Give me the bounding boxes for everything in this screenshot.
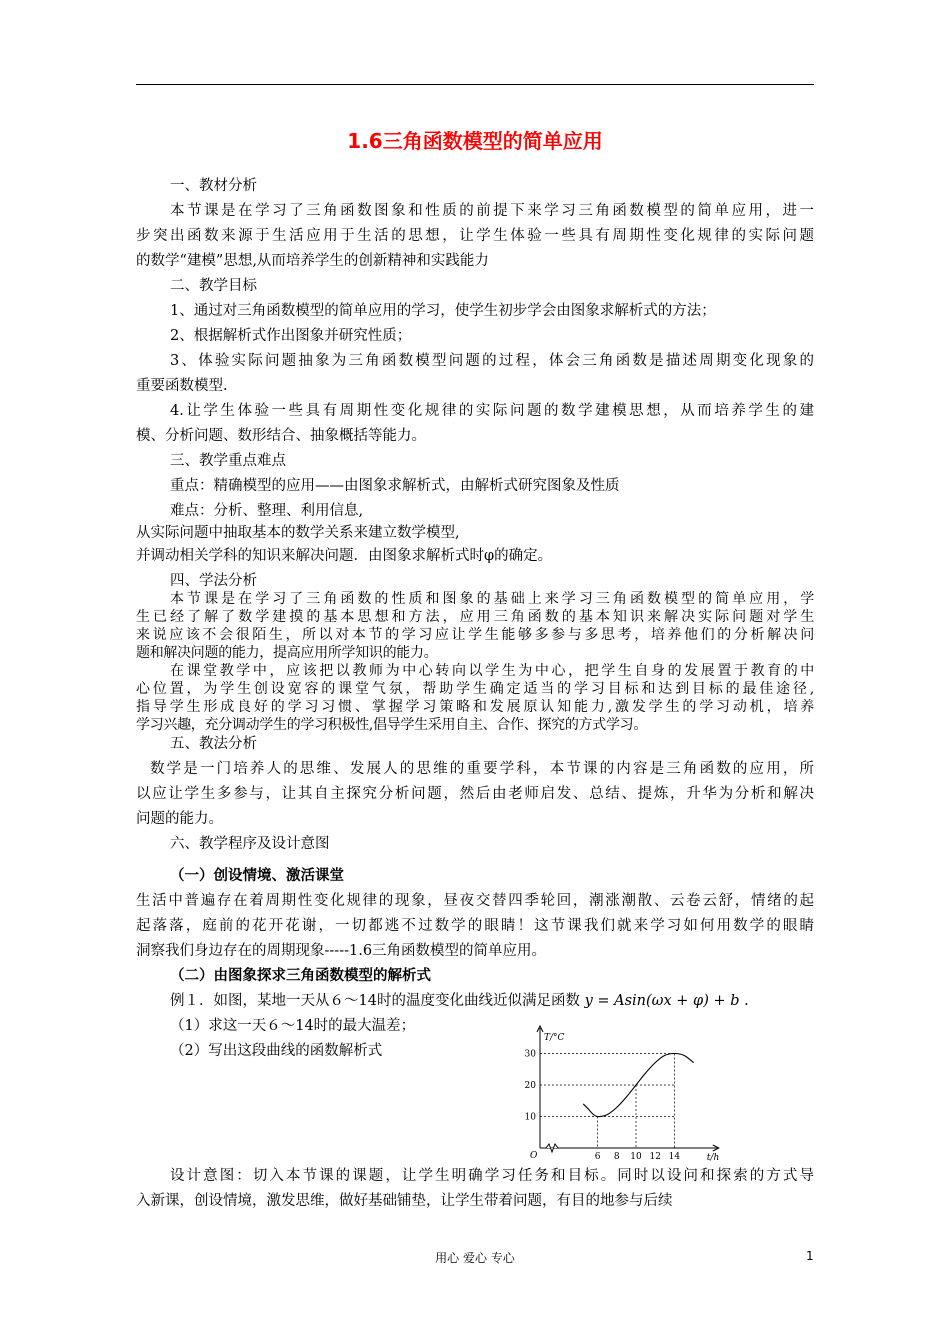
paragraph-line: 问题的能力。 <box>136 811 223 827</box>
paragraph-line: 题和解决问题的能力，提高应用所学知识的能力。 <box>136 645 438 661</box>
y-tick-label: 30 <box>524 1049 536 1060</box>
heading-textbook-analysis: 一、教材分析 <box>170 178 257 194</box>
x-tick-label: 6 <box>594 1152 601 1162</box>
paragraph-line: 的数学“建模”思想,从而培养学生的创新精神和实践能力 <box>136 253 489 269</box>
heading-teaching-goals: 二、教学目标 <box>170 278 257 294</box>
y-tick-label: 10 <box>524 1112 536 1123</box>
page-number: 1 <box>806 1249 814 1263</box>
paragraph-line: 入新课，创设情境，激发思维，做好基础铺垫，让学生带着问题，有目的地参与后续 <box>136 1193 673 1209</box>
x-tick-label: 14 <box>668 1152 681 1162</box>
paragraph-line: 步突出函数来源于生活应用于生活的思想，让学生体验一些具有周期性变化规律的实际问题 <box>136 228 814 244</box>
heading-teaching-procedure: 六、教学程序及设计意图 <box>170 836 330 852</box>
footer-motto: 用心 爱心 专心 <box>435 1251 515 1265</box>
y-tick-label: 20 <box>524 1081 536 1091</box>
paragraph-line: 学习兴趣，充分调动学生的学习积极性,倡导学生采用自主、合作、探究的方式学习。 <box>136 717 648 733</box>
header-rule <box>136 84 814 85</box>
page-title: 1.6三角函数模型的简单应用 <box>347 129 603 153</box>
example-text: 例１．如图，某地一天从６～14时的温度变化曲线近似满足函数 <box>170 993 580 1009</box>
y-axis-label: T/°C <box>544 1033 565 1043</box>
question-1: （1）求这一天６～14时的最大温差； <box>170 1018 416 1034</box>
paragraph-line: 重要函数模型. <box>136 378 228 394</box>
paragraph-line: 设计意图：切入本节课的课题，让学生明确学习任务和目标。同时以设问和探索的方式导 <box>170 1168 814 1184</box>
paragraph-line: 数学是一门培养人的思维、发展人的思维的重要学科，本节课的内容是三角函数的应用，所 <box>150 761 814 777</box>
paragraph-line: 3、体验实际问题抽象为三角函数模型问题的过程，体会三角函数是描述周期变化现象的 <box>170 353 814 369</box>
heading-key-points: 三、教学重点难点 <box>170 453 286 469</box>
formula: y = Asin(ωx + φ) + b . <box>584 993 749 1009</box>
paragraph-line: 4.让学生体验一些具有周期性变化规律的实际问题的数学建模思想，从而培养学生的建 <box>170 403 814 419</box>
heading-teaching-method: 五、教法分析 <box>170 736 257 752</box>
paragraph-line: 本节课是在学习了三角函数图象和性质的前提下来学习三角函数模型的简单应用，进一 <box>170 203 814 219</box>
paragraph-line: 生已经了解了数学建摸的基本思想和方法，应用三角函数的基本知识来解决实际问题对学生 <box>136 609 814 625</box>
paragraph-line: 以应让学生多参与，让其自主探究分析问题，然后由老师启发、总结、提炼，升华为分析和解决 <box>136 786 814 802</box>
x-axis-label: t/h <box>706 1153 720 1163</box>
question-2: （2）写出这段曲线的函数解析式 <box>170 1043 383 1059</box>
origin-label: O <box>530 1151 538 1161</box>
x-tick-label: 8 <box>613 1152 620 1162</box>
paragraph-line: 生活中普遍存在着周期性变化规律的现象，昼夜交替四季轮回，潮涨潮散、云卷云舒，情绪的起 <box>136 893 814 909</box>
paragraph-line: 心位置，为学生创设宽容的课堂气氛，帮助学生确定适当的学习目标和达到目标的最佳途径, <box>136 681 814 697</box>
paragraph-line: 重点：精确模型的应用——由图象求解析式，由解析式研究图象及性质 <box>170 478 620 494</box>
paragraph-line: 本节课是在学习了三角函数的性质和图象的基础上来学习三角函数模型的简单应用，学 <box>170 591 814 607</box>
example-line <box>136 991 814 1011</box>
subheading-explore-model: （二）由图象探求三角函数模型的解析式 <box>170 967 431 984</box>
temperature-chart <box>506 1020 720 1163</box>
paragraph-line: 模、分析问题、数形结合、抽象概括等能力。 <box>136 428 426 444</box>
paragraph-line: 洞察我们身边存在的周期现象-----1.6三角函数模型的简单应用。 <box>136 943 547 959</box>
paragraph-line: 来说应该不会很陌生，所以对本节的学习应让学生能够多参与多思考，培养他们的分析解决问 <box>136 627 814 643</box>
paragraph-line: 并调动相关学科的知识来解决问题．由图象求解析式时φ的确定。 <box>136 548 553 564</box>
heading-learning-method: 四、学法分析 <box>170 573 257 589</box>
axis-break <box>546 1144 558 1152</box>
temperature-curve <box>583 1054 693 1117</box>
paragraph-line: 起落落，庭前的花开花谢，一切都逃不过数学的眼睛！这节课我们就来学习如何用数学的眼睛 <box>136 918 814 934</box>
paragraph-line: 难点：分析、整理、利用信息, <box>170 503 364 519</box>
paragraph-line: 1、通过对三角函数模型的简单应用的学习，使学生初步学会由图象求解析式的方法； <box>170 303 716 319</box>
paragraph-line: 指导学生形成良好的学习习惯、掌握学习策略和发展原认知能力,激发学生的学习动机，培养 <box>136 699 814 715</box>
x-tick-label: 10 <box>630 1152 642 1162</box>
paragraph-line: 在课堂教学中，应该把以教师为中心转向以学生为中心，把学生自身的发展置于教育的中 <box>170 663 814 679</box>
subheading-create-scenario: （一）创设情境、激活课堂 <box>170 867 344 884</box>
paragraph-line: 从实际问题中抽取基本的数学关系来建立数学模型, <box>136 525 460 541</box>
x-tick-label: 12 <box>649 1152 661 1162</box>
paragraph-line: 2、根据解析式作出图象并研究性质； <box>170 328 412 344</box>
